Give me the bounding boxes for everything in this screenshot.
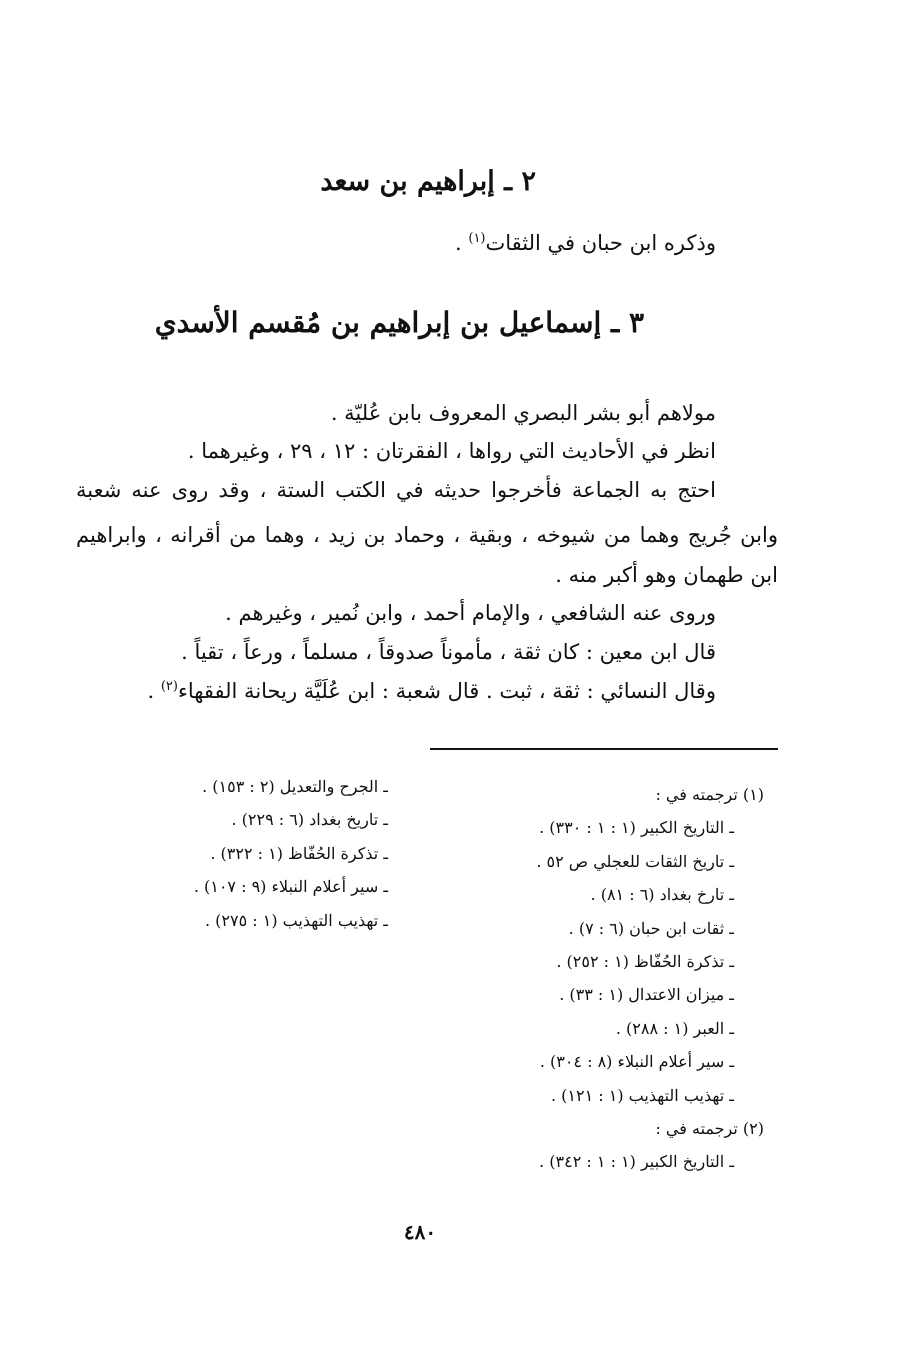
footnote-reference: ـ ميزان الاعتدال (١ : ٣٣) .	[559, 985, 734, 1005]
footnote-heading: (١) ترجمته في :	[655, 785, 764, 804]
entry-text: وذكره ابن حبان في الثقات	[485, 231, 716, 255]
footnote-reference: ـ تهذيب التهذيب (١ : ١٢١) .	[550, 1085, 734, 1105]
entry-heading-ismail-bin-ibrahim: ٣ ـ إسماعيل بن إبراهيم بن مُقسم الأسدي	[154, 306, 644, 339]
footnote-reference: ـ ثقات ابن حبان (٦ : ٧) .	[568, 918, 734, 938]
footnote-reference: ـ تاريخ الثقات للعجلي ص ٥٢ .	[536, 851, 734, 871]
footnote-marker: (٢)	[160, 679, 178, 694]
footnotes-left-column	[88, 770, 388, 937]
footnote-reference: ـ العبر (١ : ٢٨٨) .	[615, 1018, 734, 1038]
body-line: وابن جُريج وهما من شيوخه ، وبقية ، وحماد بن زيد ، وهما من أقرانه ، وابراهيم	[76, 523, 778, 547]
footnote-reference: ـ تاريخ بغداد (٦ : ٢٢٩) .	[231, 810, 388, 830]
footnote-reference: ـ تذكرة الحُفّاظ (١ : ٣٢٢) .	[210, 843, 388, 863]
footnote-reference: ـ سير أعلام النبلاء (٨ : ٣٠٤) .	[539, 1052, 734, 1072]
footnote-reference: ـ التاريخ الكبير (١ : ١ : ٣٣٠) .	[539, 818, 734, 838]
footnote-reference: ـ تارخ بغداد (٦ : ٨١) .	[590, 885, 734, 905]
footnote-reference: ـ سير أعلام النبلاء (٩ : ١٠٧) .	[193, 877, 388, 897]
body-line: انظر في الأحاديث التي رواها ، الفقرتان : ١٢ ، ٢٩ ، وغيرهما .	[187, 439, 716, 463]
footnote-reference: ـ الجرح والتعديل (٢ : ١٥٣) .	[202, 777, 388, 796]
footnote-reference: ـ تذكرة الحُفّاظ (١ : ٢٥٢) .	[556, 951, 734, 971]
body-line: قال ابن معين : كان ثقة ، مأموناً صدوقاً ، مسلماً ، ورعاً ، تقياً .	[181, 640, 716, 664]
footnote-reference: ـ التاريخ الكبير (١ : ١ : ٣٤٢) .	[539, 1152, 734, 1172]
body-line: وروى عنه الشافعي ، والإمام أحمد ، وابن نُمير ، وغيرهم .	[225, 601, 716, 625]
sentence-end: .	[147, 679, 161, 703]
entry-text-ibn-hibban	[455, 228, 716, 258]
sentence-end: .	[455, 231, 469, 255]
entry-heading-ibrahim-bin-saad: ٢ ـ إبراهيم بن سعد	[320, 166, 536, 197]
footnote-separator	[430, 748, 778, 750]
footnote-marker: (١)	[468, 231, 486, 246]
body-line-text: وقال النسائي : ثقة ، ثبت . قال شعبة : ابن عُلَيَّة ريحانة الفقهاء	[177, 679, 716, 703]
footnote-heading: (٢) ترجمته في :	[655, 1118, 764, 1138]
footnote-reference: ـ تهذيب التهذيب (١ : ٢٧٥) .	[204, 910, 388, 930]
body-line: ابن طهمان وهو أكبر منه .	[555, 563, 778, 587]
page-number: ٤٨٠	[403, 1220, 437, 1244]
footnotes-right-column	[404, 778, 764, 1179]
body-line-last	[147, 676, 716, 706]
body-line: مولاهم أبو بشر البصري المعروف بابن عُليّة .	[330, 401, 716, 425]
body-line: احتج به الجماعة فأخرجوا حديثه في الكتب الستة ، وقد روى عنه شعبة	[76, 478, 716, 502]
